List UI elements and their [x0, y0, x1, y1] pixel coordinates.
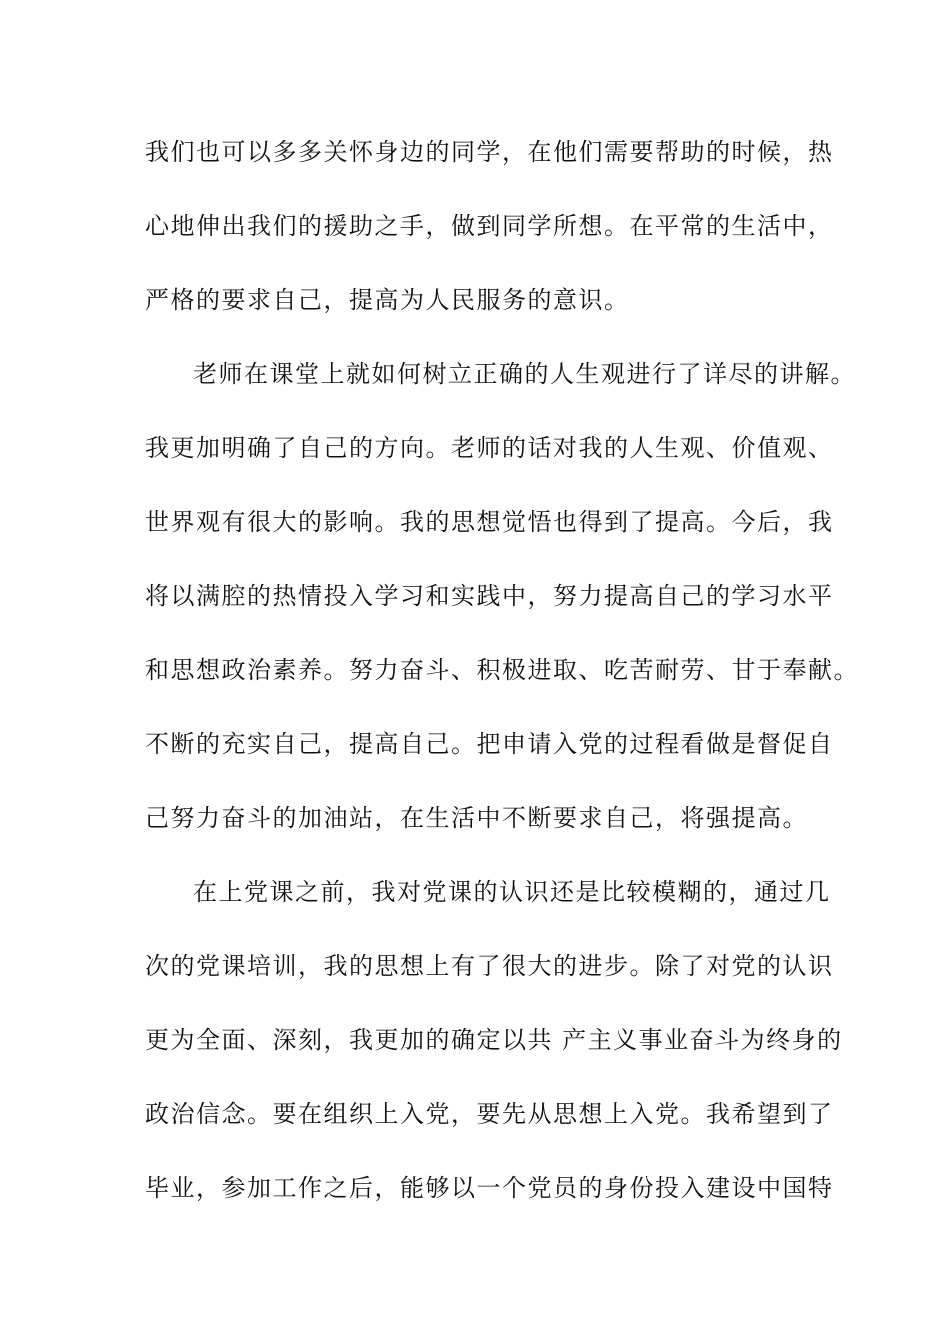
text-line-8: 和思想政治素养。努力奋斗、积极进取、吃苦耐劳、甘于奉献。 [145, 656, 859, 684]
text-line-5: 我更加明确了自己的方向。老师的话对我的人生观、价值观、 [145, 434, 834, 462]
text-line-2: 心地伸出我们的援助之手，做到同学所想。在平常的生活中， [145, 212, 834, 240]
text-line-13: 更为全面、深刻，我更加的确定以共 产主义事业奋斗为终身的 [145, 1026, 843, 1054]
text-line-12: 次的党课培训，我的思想上有了很大的进步。除了对党的认识 [145, 952, 834, 980]
text-line-1: 我们也可以多多关怀身边的同学，在他们需要帮助的时候，热 [145, 138, 834, 166]
text-line-6: 世界观有很大的影响。我的思想觉悟也得到了提高。今后，我 [145, 508, 834, 536]
text-line-4: 老师在课堂上就如何树立正确的人生观进行了详尽的讲解。 [193, 360, 856, 388]
text-line-7: 将以满腔的热情投入学习和实践中，努力提高自己的学习水平 [145, 582, 834, 610]
text-line-10: 己努力奋斗的加油站，在生活中不断要求自己，将强提高。 [145, 804, 808, 832]
text-line-15: 毕业，参加工作之后，能够以一个党员的身份投入建设中国特 [145, 1174, 834, 1202]
text-line-9: 不断的充实自己，提高自己。把申请入党的过程看做是督促自 [145, 730, 834, 758]
text-line-11: 在上党课之前，我对党课的认识还是比较模糊的，通过几 [193, 878, 831, 906]
text-line-14: 政治信念。要在组织上入党，要先从思想上入党。我希望到了 [145, 1100, 834, 1128]
text-line-3: 严格的要求自己，提高为人民服务的意识。 [145, 286, 630, 314]
